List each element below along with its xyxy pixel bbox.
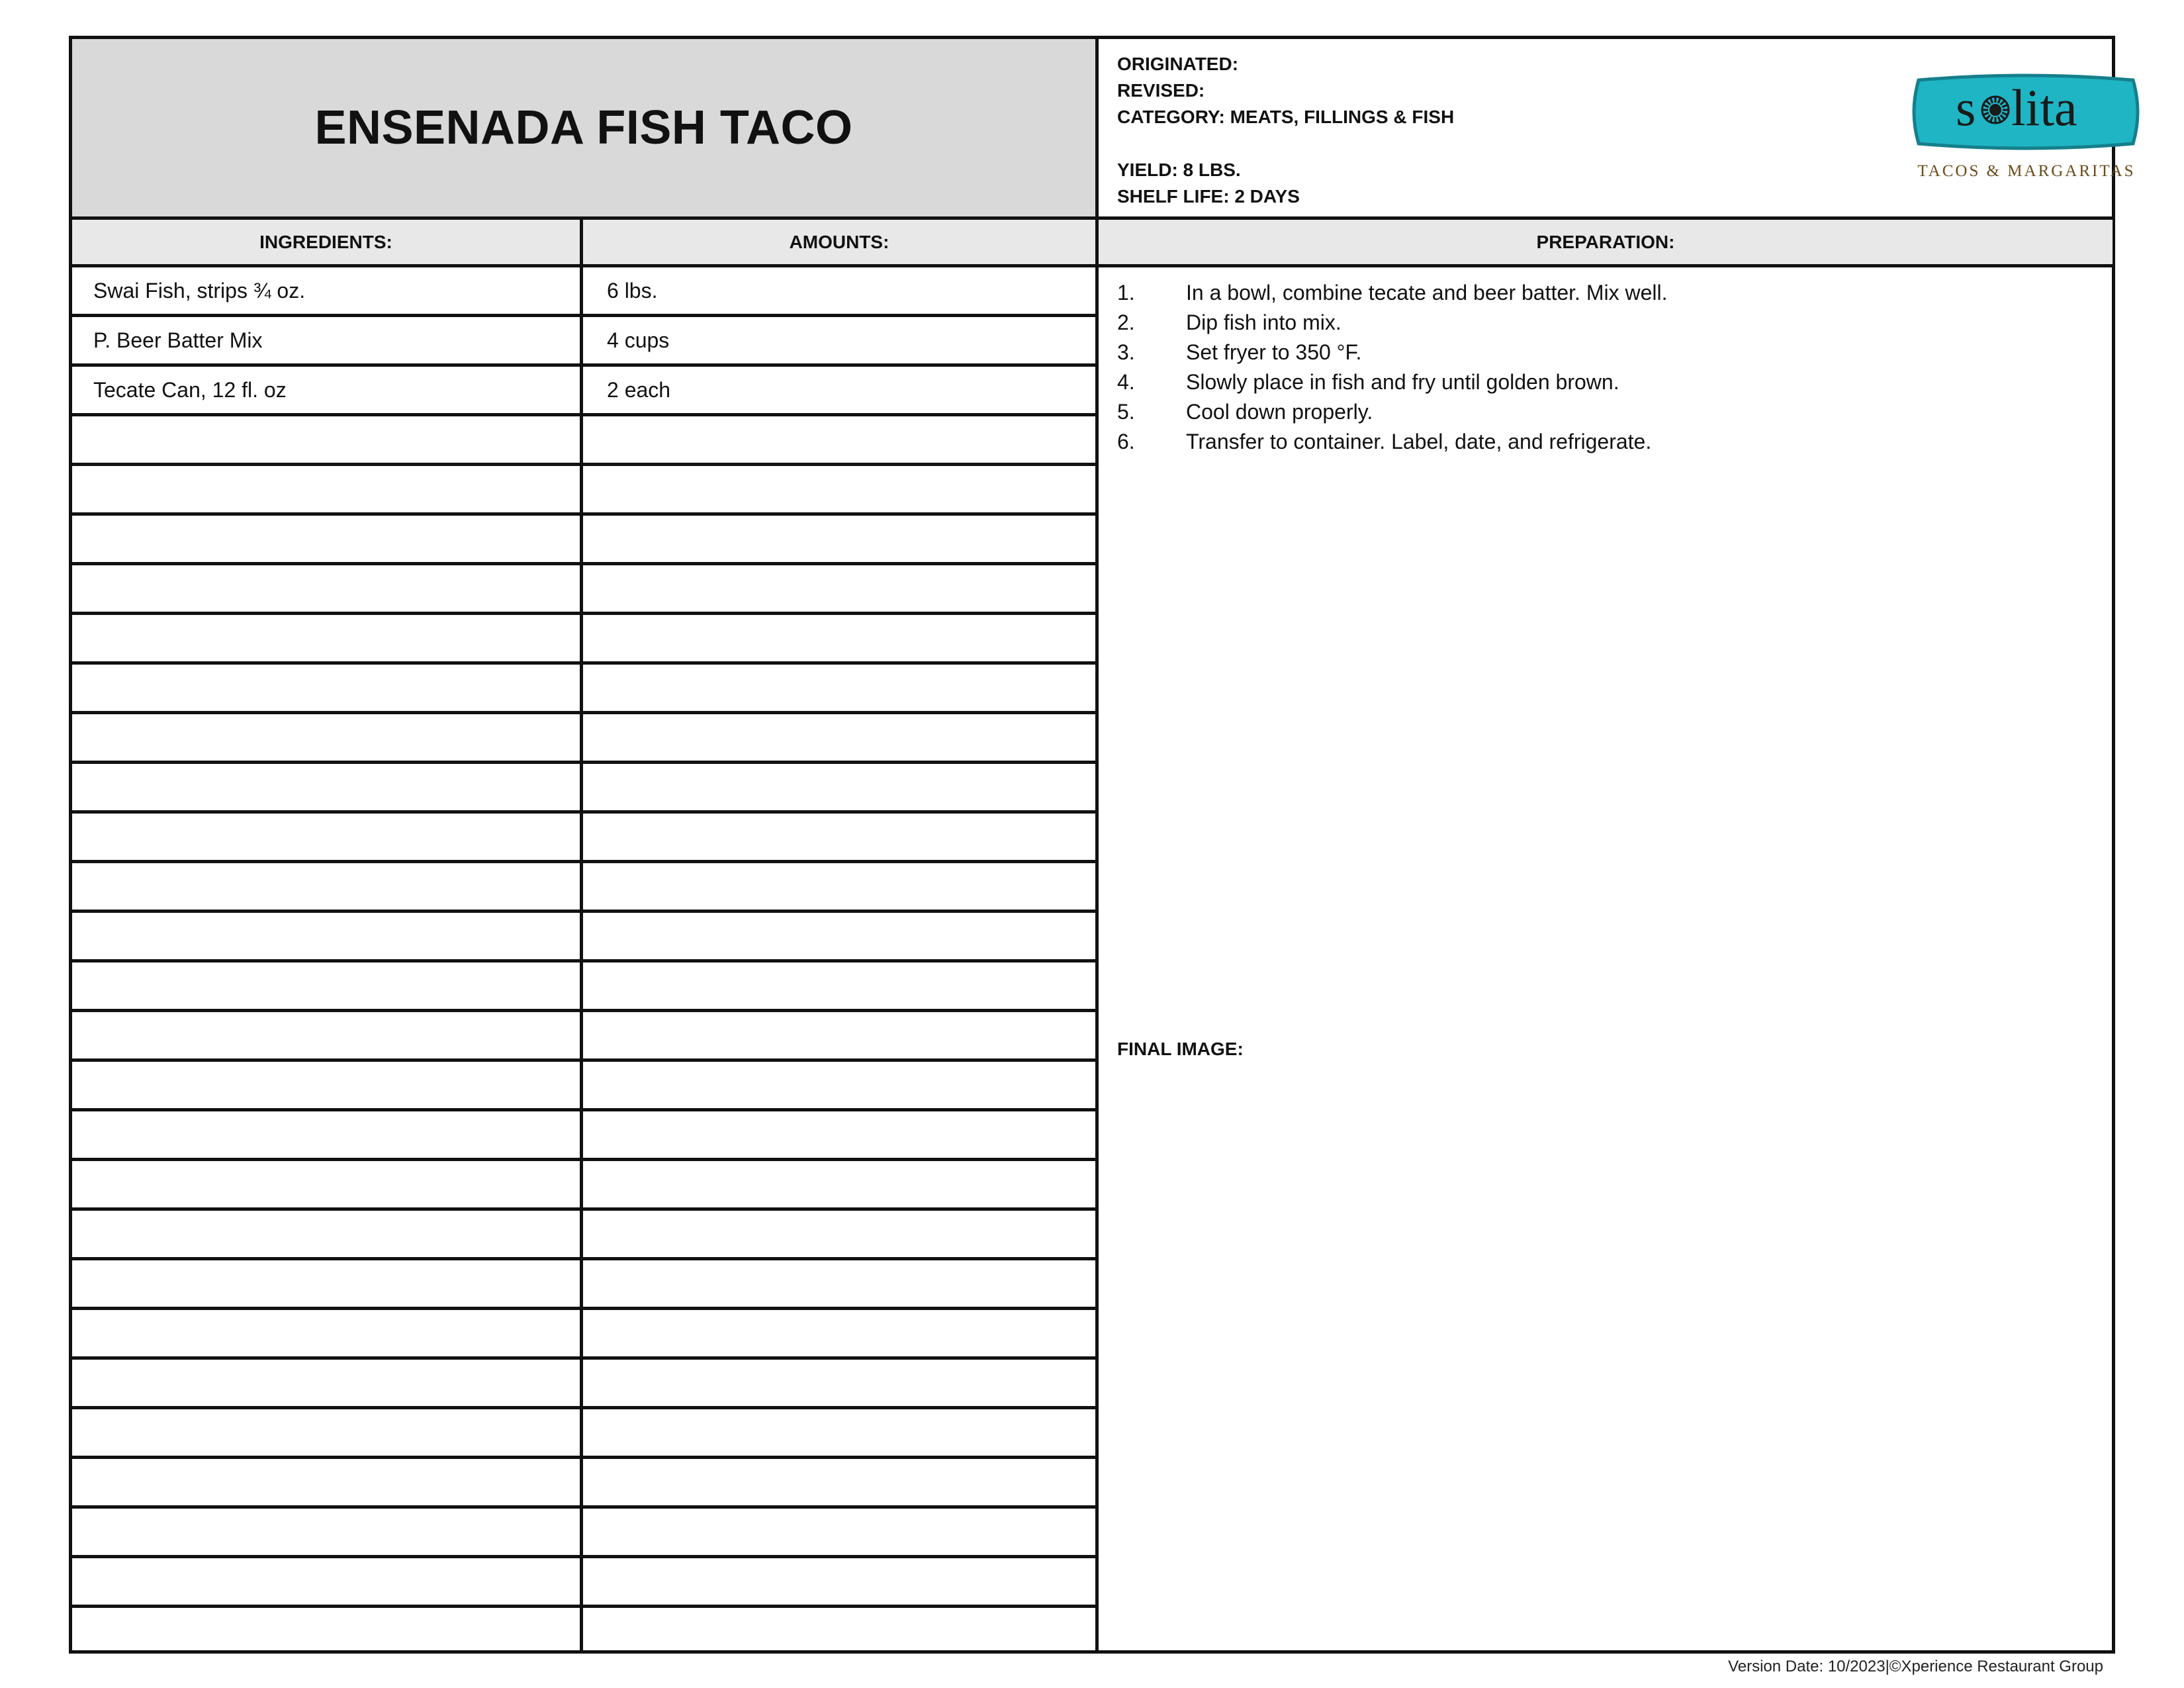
ingredient-name: P. Beer Batter Mix bbox=[93, 328, 263, 352]
table-row bbox=[72, 913, 1095, 959]
version-footer: Version Date: 10/2023|©Xperience Restaurant Group bbox=[1728, 1658, 2103, 1675]
row-divider bbox=[72, 810, 1095, 814]
row-divider bbox=[72, 612, 1095, 615]
table-row bbox=[72, 1012, 1095, 1058]
table-row bbox=[72, 1211, 1095, 1257]
divider bbox=[72, 264, 2112, 267]
row-divider bbox=[72, 512, 1095, 516]
originated-label: ORIGINATED: bbox=[1117, 54, 1239, 74]
sun-icon bbox=[1982, 97, 2009, 123]
yield-label: YIELD: 8 LBS. bbox=[1117, 160, 1241, 180]
preparation-step bbox=[1117, 338, 2113, 367]
step-text: Cool down properly. bbox=[1186, 400, 1373, 424]
row-divider bbox=[72, 463, 1095, 466]
table-row bbox=[72, 317, 1095, 363]
step-number: 5. bbox=[1117, 400, 1135, 424]
row-divider bbox=[72, 1555, 1095, 1558]
table-row bbox=[72, 1360, 1095, 1406]
row-divider bbox=[72, 1505, 1095, 1509]
table-row bbox=[72, 665, 1095, 711]
row-divider bbox=[72, 1605, 1095, 1608]
table-row bbox=[72, 814, 1095, 860]
row-divider bbox=[72, 1058, 1095, 1062]
table-row bbox=[72, 1111, 1095, 1158]
table-row bbox=[72, 1062, 1095, 1108]
table-row bbox=[72, 1260, 1095, 1307]
ingredient-amount: 2 each bbox=[607, 378, 671, 402]
table-row bbox=[72, 615, 1095, 661]
row-divider bbox=[72, 1356, 1095, 1360]
final-image-label: FINAL IMAGE: bbox=[1117, 1039, 1244, 1059]
table-row bbox=[72, 962, 1095, 1009]
logo-tagline: TACOS & MARGARITAS bbox=[1917, 162, 2136, 180]
row-divider bbox=[72, 761, 1095, 764]
recipe-card bbox=[69, 36, 2136, 1654]
divider bbox=[1095, 39, 1099, 1650]
step-number: 2. bbox=[1117, 310, 1135, 334]
table-row bbox=[72, 367, 1095, 413]
step-number: 4. bbox=[1117, 370, 1135, 394]
row-divider bbox=[72, 314, 1095, 317]
row-divider bbox=[72, 1207, 1095, 1211]
category-label: CATEGORY: MEATS, FILLINGS & FISH bbox=[1117, 107, 1455, 127]
preparation-step bbox=[1117, 278, 2113, 308]
shelf-life-label: SHELF LIFE: 2 DAYS bbox=[1117, 186, 1300, 207]
solita-logo bbox=[1907, 72, 2145, 152]
svg-text:lita: lita bbox=[2011, 79, 2077, 136]
preparation-step bbox=[1117, 308, 2113, 338]
amounts-header: AMOUNTS: bbox=[583, 220, 1095, 264]
step-number: 1. bbox=[1117, 281, 1135, 305]
row-divider bbox=[72, 1257, 1095, 1260]
divider bbox=[580, 216, 583, 1650]
step-number: 3. bbox=[1117, 340, 1135, 364]
preparation-step bbox=[1117, 367, 2113, 397]
revised-label: REVISED: bbox=[1117, 80, 1205, 101]
ingredient-name: Tecate Can, 12 fl. oz bbox=[93, 378, 287, 402]
row-divider bbox=[72, 661, 1095, 665]
preparation-steps bbox=[1099, 267, 2113, 457]
table-row bbox=[72, 516, 1095, 562]
divider bbox=[72, 216, 2112, 220]
table-row bbox=[72, 565, 1095, 612]
preparation-step bbox=[1117, 397, 2113, 427]
step-text: Dip fish into mix. bbox=[1186, 310, 1342, 334]
row-divider bbox=[72, 1406, 1095, 1409]
table-row bbox=[72, 764, 1095, 810]
table-row bbox=[72, 1310, 1095, 1356]
recipe-meta bbox=[1099, 39, 2136, 216]
ingredient-name: Swai Fish, strips ¾ oz. bbox=[93, 279, 306, 303]
row-divider bbox=[72, 910, 1095, 913]
row-divider bbox=[72, 1108, 1095, 1111]
ingredient-amount: 4 cups bbox=[607, 328, 670, 352]
svg-text:s: s bbox=[1956, 79, 1976, 136]
table-row bbox=[72, 1509, 1095, 1555]
step-text: Set fryer to 350 °F. bbox=[1186, 340, 1362, 364]
table-row bbox=[72, 1608, 1095, 1654]
row-divider bbox=[72, 363, 1095, 367]
step-text: In a bowl, combine tecate and beer batter. Mix well. bbox=[1186, 281, 1668, 305]
ingredients-header: INGREDIENTS: bbox=[72, 220, 580, 264]
recipe-title: ENSENADA FISH TACO bbox=[314, 101, 853, 154]
table-row bbox=[72, 1558, 1095, 1605]
ingredient-amount: 6 lbs. bbox=[607, 279, 658, 303]
row-divider bbox=[72, 1009, 1095, 1012]
row-divider bbox=[72, 413, 1095, 416]
row-divider bbox=[72, 1456, 1095, 1459]
preparation-header: PREPARATION: bbox=[1099, 220, 2113, 264]
step-text: Transfer to container. Label, date, and refrigerate. bbox=[1186, 430, 1652, 453]
row-divider bbox=[72, 959, 1095, 962]
table-row bbox=[72, 416, 1095, 463]
table-row bbox=[72, 1161, 1095, 1207]
table-row bbox=[72, 1409, 1095, 1456]
step-text: Slowly place in fish and fry until golden brown. bbox=[1186, 370, 1619, 394]
table-row bbox=[72, 1459, 1095, 1505]
title-cell bbox=[72, 39, 1095, 216]
row-divider bbox=[72, 1158, 1095, 1161]
meta-lines bbox=[1117, 51, 1454, 210]
table-row bbox=[72, 267, 1095, 314]
table-row bbox=[72, 863, 1095, 910]
row-divider bbox=[72, 562, 1095, 565]
row-divider bbox=[72, 1307, 1095, 1310]
table-row bbox=[72, 466, 1095, 512]
preparation-step bbox=[1117, 427, 2113, 457]
step-number: 6. bbox=[1117, 430, 1135, 453]
row-divider bbox=[72, 711, 1095, 714]
table-row bbox=[72, 714, 1095, 761]
row-divider bbox=[72, 860, 1095, 863]
